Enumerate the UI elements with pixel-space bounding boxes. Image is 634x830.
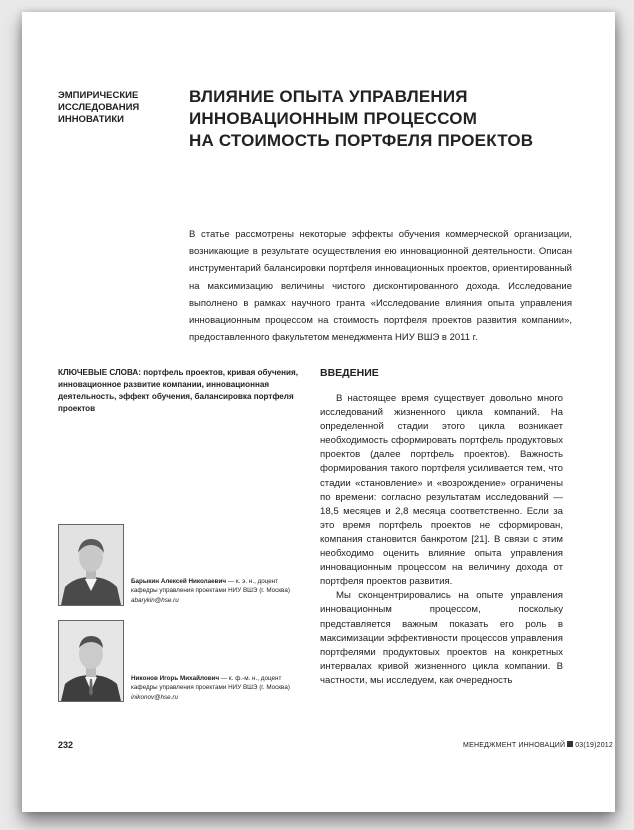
keywords: КЛЮЧЕВЫЕ СЛОВА: портфель проектов, кривая обучения, инновационное развитие компании, инновационная деятельность, эффект обучения, балансировка портфеля проектов (58, 368, 298, 413)
abstract: В статье рассмотрены некоторые эффекты обучения коммерческой организации, возникающие в результате осуществления ею инновационной деятельности. Описан инструментарий балансировки портфеля инновационных проектов, ориентированный на максимизацию величины чистого дисконтированного дохода. Исследование выполнено в рамках научного гранта «Исследование влияния опыта управления инновационным процессом на стоимость портфеля проектов развития компании», предоставленного факультетом менеджмента НИУ ВШЭ в 2011 г. (189, 229, 572, 344)
article-title (189, 86, 569, 152)
journal-footer (463, 741, 613, 749)
section-label (58, 90, 178, 126)
author-info (131, 577, 301, 605)
section-heading: ВВЕДЕНИЕ (320, 367, 379, 379)
author-email[interactable]: abarykin@hse.ru (131, 596, 179, 604)
journal-name: МЕНЕДЖМЕНТ ИННОВАЦИЙ (463, 742, 566, 749)
article-body (320, 392, 563, 688)
author-name: Барыкин Алексей Николаевич (131, 578, 227, 585)
section-label-line: ИННОВАТИКИ (58, 114, 124, 125)
author-portrait (59, 525, 123, 605)
author-portrait (59, 621, 123, 701)
section-label-line: ИССЛЕДОВАНИЯ (58, 102, 140, 113)
author-email[interactable]: inikonov@hse.ru (131, 693, 178, 701)
author-photo (58, 524, 124, 606)
journal-issue: 03(19)2012 (575, 742, 613, 749)
author-description: — к. ф.-м. н., доцент кафедры управления проектами НИУ ВШЭ (г. Москва) (131, 675, 290, 692)
author-photo (58, 620, 124, 702)
article-title-line: ИННОВАЦИОННЫМ ПРОЦЕССОМ (189, 109, 478, 128)
article-title-line: ВЛИЯНИЕ ОПЫТА УПРАВЛЕНИЯ (189, 87, 468, 106)
body-paragraph: В настоящее время существует довольно много исследований жизненного цикла компаний. На определенной стадии этого цикла возникает необходимость сформировать портфель продуктовых проектов (далее портфель проектов). Важность формирования такого портфеля усиливается тем, что стадии «становление» и «возрождение» ограничены по времени: согласно результатам исследований — 18,5 месяцев и 2,8 месяца соответственно. Если за это время портфель проектов не сформирован, компания становится банкротом [21]. В связи с этим необходимо оценить влияние опыта управления инновационным процессом на величину дохода от портфеля проектов развития. (320, 393, 563, 588)
author-name: Никонов Игорь Михайлович (131, 675, 220, 682)
author-info (131, 674, 301, 702)
body-paragraph: Мы сконцентрировались на опыте управления инновационным процессом, поскольку представляется важным показать его роль в максимизации эффективности процессов управления портфелями продуктовых проектов на конкретных интервалах кривой жизненного цикла компании. В частности, мы исследуем, как очередность (320, 590, 563, 686)
author-description: — к. э. н., доцент кафедры управления проектами НИУ ВШЭ (г. Москва) (131, 578, 290, 595)
article-title-line: НА СТОИМОСТЬ ПОРТФЕЛЯ ПРОЕКТОВ (189, 131, 534, 150)
square-separator-icon (567, 741, 573, 747)
page-number: 232 (58, 740, 74, 750)
section-label-line: ЭМПИРИЧЕСКИЕ (58, 90, 139, 101)
